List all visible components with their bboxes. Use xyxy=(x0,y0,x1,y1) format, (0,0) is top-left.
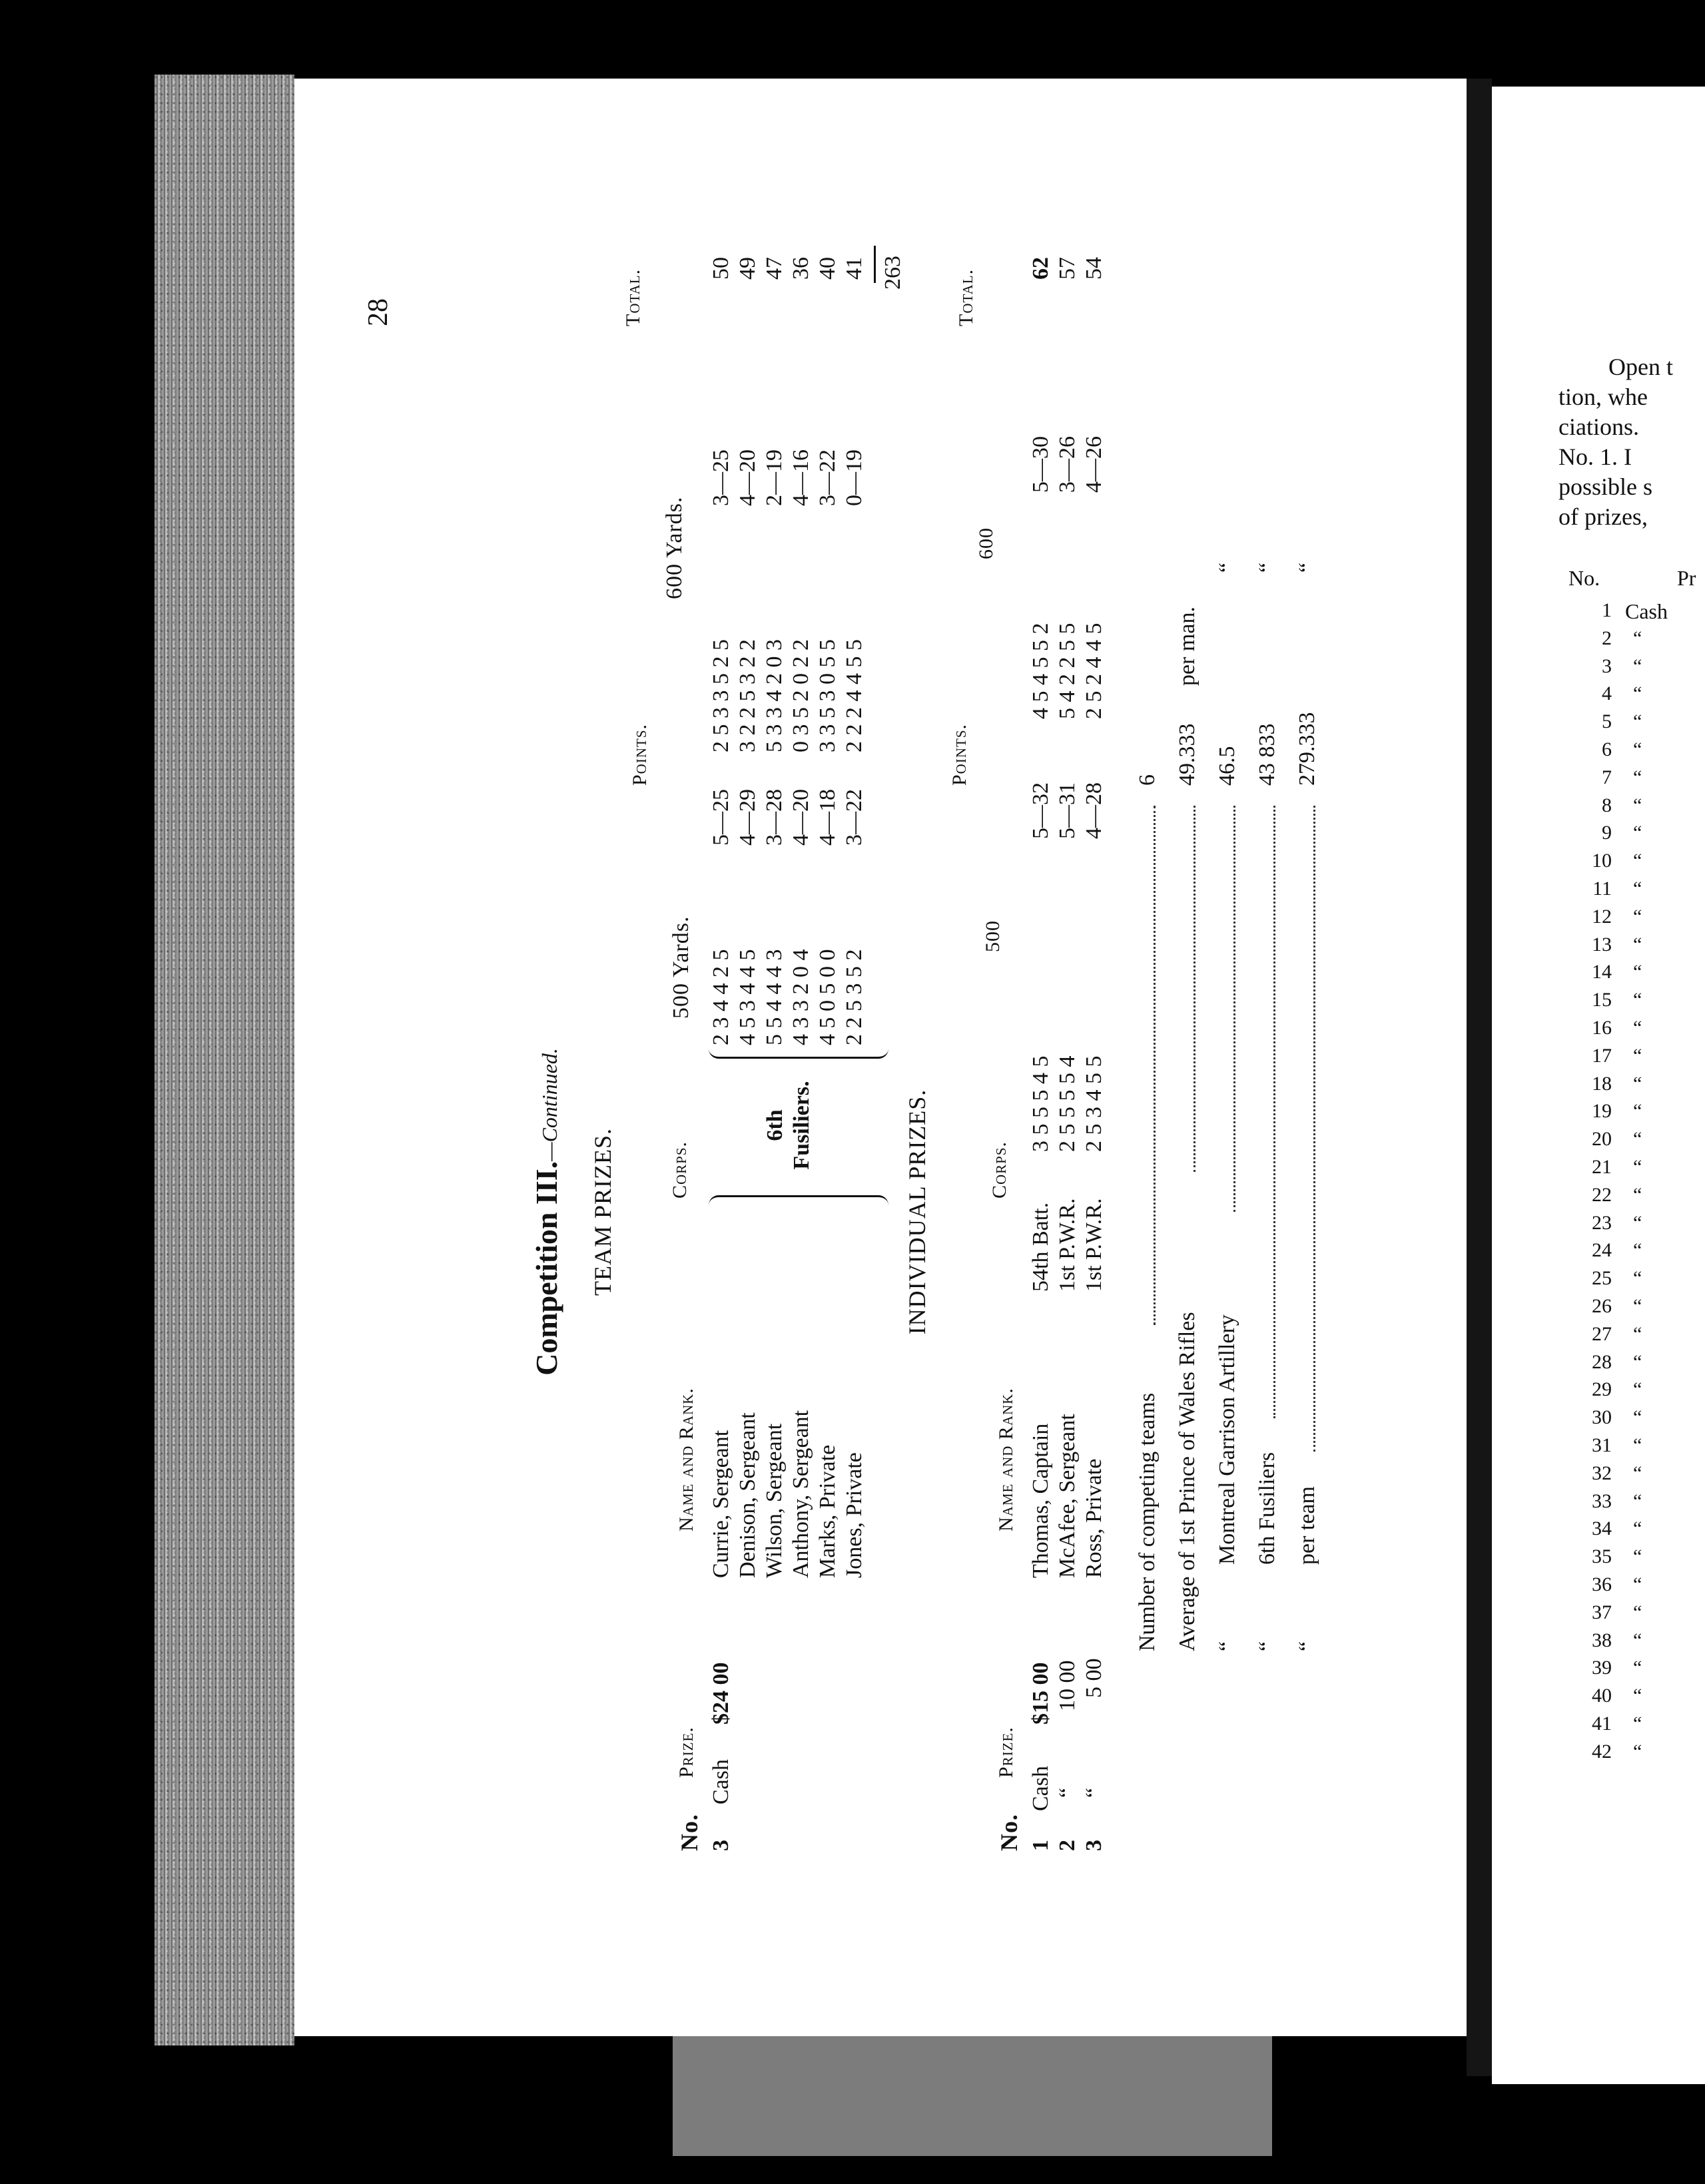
ind-prize: $15 00 xyxy=(1028,1662,1053,1725)
col-header-no: No. xyxy=(676,1814,703,1851)
right-row-ditto: “ xyxy=(1633,682,1642,705)
right-row-number: 42 xyxy=(1592,1740,1612,1763)
right-row-number: 6 xyxy=(1602,738,1612,760)
right-row-number: 18 xyxy=(1592,1072,1612,1095)
member-500-shots: 2 3 4 4 2 5 xyxy=(709,949,733,1045)
summary-suffix: “ xyxy=(1295,562,1319,573)
right-row-ditto: “ xyxy=(1633,1545,1642,1568)
right-row-ditto: “ xyxy=(1633,1434,1642,1456)
right-row-number: 40 xyxy=(1592,1685,1612,1707)
right-row-ditto: “ xyxy=(1633,1156,1642,1178)
col-header-prize: Prize. xyxy=(675,1727,697,1778)
ind-header-corps: Corps. xyxy=(988,1141,1010,1199)
member-600-shots: 2 5 3 3 5 2 5 xyxy=(709,639,733,752)
right-text-line: of prizes, xyxy=(1558,503,1648,530)
right-text-line: ciations. xyxy=(1558,413,1639,440)
member-name: Anthony, Sergeant xyxy=(789,1410,813,1578)
member-name: Marks, Private xyxy=(815,1444,840,1578)
right-row-ditto: “ xyxy=(1633,822,1642,844)
ind-corps: 54th Batt. xyxy=(1028,1202,1053,1292)
right-row-ditto: “ xyxy=(1633,878,1642,900)
ind-header-points: Points. xyxy=(948,723,970,786)
summary-value: 43 833 xyxy=(1255,723,1279,786)
member-name: Jones, Private xyxy=(842,1452,866,1578)
right-row-number: 11 xyxy=(1592,878,1612,900)
ind-prize-kind: “ xyxy=(1082,1787,1106,1798)
book-page-edges xyxy=(155,75,294,2046)
summary-suffix: “ xyxy=(1215,562,1239,573)
right-row-number: 15 xyxy=(1592,989,1612,1011)
right-row-number: 5 xyxy=(1602,710,1612,733)
ind-600-shots: 5 4 2 2 5 5 xyxy=(1055,623,1080,719)
summary-label: per team xyxy=(1295,1486,1319,1565)
ind-no: 2 xyxy=(1055,1840,1080,1851)
ind-header-500: 500 xyxy=(982,920,1004,952)
member-500-total: 4—29 xyxy=(735,789,760,846)
member-total: 41 xyxy=(842,257,866,280)
right-row-number: 34 xyxy=(1592,1517,1612,1540)
right-row-number: 41 xyxy=(1592,1713,1612,1735)
right-row-number: 38 xyxy=(1592,1629,1612,1651)
ind-prize: 5 00 xyxy=(1082,1658,1106,1698)
right-first-prize: Cash xyxy=(1625,599,1668,623)
right-row-number: 10 xyxy=(1592,850,1612,872)
summary-label: Average of 1st Prince of Wales Rifles xyxy=(1175,1312,1199,1651)
summary-value: 46.5 xyxy=(1215,746,1239,786)
sum-rule xyxy=(874,246,876,283)
right-row-number: 24 xyxy=(1592,1239,1612,1262)
summary-value: 6 xyxy=(1135,774,1160,786)
right-row-ditto: “ xyxy=(1633,1462,1642,1484)
right-row-number: 1 xyxy=(1602,599,1612,621)
ind-corps: 1st P.W.R. xyxy=(1082,1198,1106,1292)
member-600-total: 0—19 xyxy=(842,449,866,506)
right-header-prize: Pr xyxy=(1677,566,1696,590)
right-row-ditto: “ xyxy=(1633,710,1642,733)
right-row-ditto: “ xyxy=(1633,933,1642,956)
leader-dots xyxy=(1154,806,1156,1325)
ind-prize-kind: Cash xyxy=(1028,1766,1053,1811)
right-row-number: 17 xyxy=(1592,1044,1612,1067)
member-500-shots: 4 3 3 2 0 4 xyxy=(789,949,813,1045)
ind-no: 3 xyxy=(1082,1840,1106,1851)
leader-dots xyxy=(1313,806,1315,1452)
right-row-number: 21 xyxy=(1592,1156,1612,1178)
ind-header-total: Total. xyxy=(955,268,977,326)
corps-brace-right xyxy=(709,1049,888,1059)
member-500-total: 3—28 xyxy=(762,789,787,846)
right-row-number: 39 xyxy=(1592,1657,1612,1679)
leader-dots xyxy=(1233,806,1235,1212)
member-total: 47 xyxy=(762,257,787,280)
member-600-shots: 0 3 5 2 0 2 2 xyxy=(789,639,813,752)
right-row-ditto: “ xyxy=(1633,1183,1642,1206)
summary-ditto: “ xyxy=(1295,1641,1319,1651)
right-row-ditto: “ xyxy=(1633,1657,1642,1679)
member-total: 36 xyxy=(789,257,813,280)
col-header-600-yards: 600 Yards. xyxy=(662,496,687,599)
summary-label: 6th Fusiliers xyxy=(1255,1452,1279,1565)
member-600-total: 3—25 xyxy=(709,449,733,506)
right-row-number: 4 xyxy=(1602,682,1612,705)
right-text-line: possible s xyxy=(1558,473,1653,500)
right-row-ditto: “ xyxy=(1633,1267,1642,1290)
member-600-shots: 5 3 3 4 2 0 3 xyxy=(762,639,787,752)
right-text-line: tion, whe xyxy=(1558,384,1648,410)
team-total: 263 xyxy=(880,256,905,290)
col-header-500-yards: 500 Yards. xyxy=(669,916,693,1019)
summary-ditto: “ xyxy=(1215,1641,1239,1651)
member-600-total: 2—19 xyxy=(762,449,787,506)
right-header-no: No. xyxy=(1568,566,1600,590)
right-row-number: 22 xyxy=(1592,1183,1612,1206)
right-row-number: 28 xyxy=(1592,1350,1612,1373)
individual-prizes-heading: INDIVIDUAL PRIZES. xyxy=(904,1089,930,1335)
right-row-ditto: “ xyxy=(1633,961,1642,983)
ind-corps: 1st P.W.R. xyxy=(1055,1198,1080,1292)
member-600-shots: 3 2 2 5 3 2 2 xyxy=(735,639,760,752)
right-row-number: 3 xyxy=(1602,655,1612,677)
right-row-ditto: “ xyxy=(1633,1044,1642,1067)
member-name: Currie, Sergeant xyxy=(709,1430,733,1578)
summary-suffix: per man. xyxy=(1175,607,1199,686)
right-row-ditto: “ xyxy=(1633,1740,1642,1763)
ind-500-total: 5—31 xyxy=(1055,782,1080,839)
right-row-ditto: “ xyxy=(1633,766,1642,788)
right-row-ditto: “ xyxy=(1633,1350,1642,1373)
leader-dots xyxy=(1273,806,1275,1418)
ind-name: Ross, Private xyxy=(1082,1458,1106,1578)
ind-600-shots: 4 5 4 5 5 2 xyxy=(1028,623,1053,719)
right-row-ditto: “ xyxy=(1633,1601,1642,1623)
right-row-number: 26 xyxy=(1592,1295,1612,1317)
right-row-ditto: “ xyxy=(1633,1685,1642,1707)
ind-600-total: 5—30 xyxy=(1028,436,1053,493)
right-row-ditto: “ xyxy=(1633,905,1642,928)
right-row-number: 37 xyxy=(1592,1601,1612,1623)
right-row-ditto: “ xyxy=(1633,1629,1642,1651)
right-row-number: 29 xyxy=(1592,1378,1612,1401)
right-row-ditto: “ xyxy=(1633,1378,1642,1401)
leader-dots xyxy=(1194,806,1195,1172)
right-row-ditto: “ xyxy=(1633,1239,1642,1262)
right-row-number: 16 xyxy=(1592,1017,1612,1039)
right-row-ditto: “ xyxy=(1633,738,1642,760)
right-row-ditto: “ xyxy=(1633,1406,1642,1429)
right-row-ditto: “ xyxy=(1633,1573,1642,1595)
right-row-ditto: “ xyxy=(1633,850,1642,872)
member-500-shots: 5 5 4 4 4 3 xyxy=(762,949,787,1045)
right-row-ditto: “ xyxy=(1633,1517,1642,1540)
team-prize-kind: Cash xyxy=(709,1759,733,1804)
member-500-total: 5—25 xyxy=(709,789,733,846)
right-row-ditto: “ xyxy=(1633,1295,1642,1317)
summary-label: Number of competing teams xyxy=(1135,1392,1160,1651)
title-continued: —Continued. xyxy=(537,1048,561,1161)
right-row-number: 36 xyxy=(1592,1573,1612,1595)
right-row-number: 31 xyxy=(1592,1434,1612,1456)
ind-name: Thomas, Captain xyxy=(1028,1423,1053,1578)
member-name: Denison, Sergeant xyxy=(735,1412,760,1578)
right-row-number: 8 xyxy=(1602,794,1612,816)
right-row-ditto: “ xyxy=(1633,627,1642,649)
right-row-ditto: “ xyxy=(1633,1713,1642,1735)
right-row-ditto: “ xyxy=(1633,1072,1642,1095)
ind-header-name-rank: Name and Rank. xyxy=(995,1388,1017,1531)
summary-value: 279.333 xyxy=(1295,712,1319,786)
right-row-number: 9 xyxy=(1602,822,1612,844)
right-text-line: No. 1. I xyxy=(1558,443,1632,470)
title-main: Competition III. xyxy=(529,1161,563,1376)
ind-500-shots: 3 5 5 5 4 5 xyxy=(1028,1055,1053,1152)
right-row-number: 33 xyxy=(1592,1490,1612,1512)
member-600-shots: 3 3 5 3 0 5 5 xyxy=(815,639,840,752)
page-number: 28 xyxy=(363,298,394,326)
ind-500-shots: 2 5 5 5 5 4 xyxy=(1055,1055,1080,1152)
col-header-total: Total. xyxy=(622,268,644,326)
member-500-shots: 2 2 5 3 5 2 xyxy=(842,949,866,1045)
member-500-shots: 4 5 0 5 0 0 xyxy=(815,949,840,1045)
right-row-ditto: “ xyxy=(1633,794,1642,816)
member-600-total: 3—22 xyxy=(815,449,840,506)
member-500-total: 3—22 xyxy=(842,789,866,846)
left-page xyxy=(294,79,1467,2036)
right-page xyxy=(1492,87,1705,2084)
right-row-number: 13 xyxy=(1592,933,1612,956)
member-500-shots: 4 5 3 4 4 5 xyxy=(735,949,760,1045)
member-total: 40 xyxy=(815,257,840,280)
ind-500-total: 5—32 xyxy=(1028,782,1053,839)
right-row-ditto: “ xyxy=(1633,1322,1642,1345)
ind-600-total: 3—26 xyxy=(1055,436,1080,493)
right-row-number: 25 xyxy=(1592,1267,1612,1290)
right-row-number: 27 xyxy=(1592,1322,1612,1345)
right-row-ditto: “ xyxy=(1633,1211,1642,1234)
book-gutter xyxy=(1467,79,1492,2076)
ind-prize-kind: “ xyxy=(1055,1787,1080,1798)
team-prize-amount: $24 00 xyxy=(709,1662,733,1725)
right-text-line: Open t xyxy=(1608,354,1673,380)
ind-name: McAfee, Sergeant xyxy=(1055,1414,1080,1578)
right-row-ditto: “ xyxy=(1633,989,1642,1011)
col-header-points: Points. xyxy=(629,723,651,786)
corps-brace-left xyxy=(709,1195,888,1205)
right-row-number: 23 xyxy=(1592,1211,1612,1234)
right-row-ditto: “ xyxy=(1633,1100,1642,1123)
ind-total: 54 xyxy=(1082,257,1106,280)
right-row-number: 35 xyxy=(1592,1545,1612,1568)
right-row-ditto: “ xyxy=(1633,655,1642,677)
ind-600-total: 4—26 xyxy=(1082,436,1106,493)
ind-header-no: No. xyxy=(996,1814,1022,1851)
ind-header-600: 600 xyxy=(975,527,997,559)
team-corps: 6th Fusiliers. xyxy=(763,1081,814,1170)
member-500-total: 4—20 xyxy=(789,789,813,846)
right-row-number: 20 xyxy=(1592,1128,1612,1151)
member-500-total: 4—18 xyxy=(815,789,840,846)
col-header-name-rank: Name and Rank. xyxy=(675,1388,697,1531)
col-header-corps: Corps. xyxy=(669,1141,691,1199)
right-row-ditto: “ xyxy=(1633,1490,1642,1512)
team-no: 3 xyxy=(709,1840,733,1851)
rotated-page-content xyxy=(336,93,1441,1878)
page-title xyxy=(529,546,564,1878)
ind-header-prize: Prize. xyxy=(995,1727,1017,1778)
ind-no: 1 xyxy=(1028,1840,1053,1851)
right-row-number: 14 xyxy=(1592,961,1612,983)
right-row-ditto: “ xyxy=(1633,1017,1642,1039)
member-total: 50 xyxy=(709,257,733,280)
summary-label: Montreal Garrison Artillery xyxy=(1215,1314,1239,1565)
ind-500-shots: 2 5 3 4 5 5 xyxy=(1082,1055,1106,1152)
right-row-number: 32 xyxy=(1592,1462,1612,1484)
ind-500-total: 4—28 xyxy=(1082,782,1106,839)
member-600-total: 4—20 xyxy=(735,449,760,506)
right-row-number: 30 xyxy=(1592,1406,1612,1429)
right-row-number: 12 xyxy=(1592,905,1612,928)
right-row-number: 7 xyxy=(1602,766,1612,788)
summary-suffix: “ xyxy=(1255,562,1279,573)
right-row-number: 2 xyxy=(1602,627,1612,649)
member-name: Wilson, Sergeant xyxy=(762,1423,787,1578)
summary-value: 49.333 xyxy=(1175,723,1199,786)
book-bottom-edge xyxy=(673,2036,1272,2156)
right-row-number: 19 xyxy=(1592,1100,1612,1123)
ind-600-shots: 2 5 2 4 4 5 xyxy=(1082,623,1106,719)
member-600-shots: 2 2 2 4 4 5 5 xyxy=(842,639,866,752)
ind-prize: 10 00 xyxy=(1055,1660,1080,1711)
ind-total: 62 xyxy=(1028,257,1053,280)
ind-total: 57 xyxy=(1055,257,1080,280)
member-600-total: 4—16 xyxy=(789,449,813,506)
member-total: 49 xyxy=(735,257,760,280)
summary-ditto: “ xyxy=(1255,1641,1279,1651)
right-row-ditto: “ xyxy=(1633,1128,1642,1151)
team-prizes-heading: TEAM PRIZES. xyxy=(589,1128,616,1296)
